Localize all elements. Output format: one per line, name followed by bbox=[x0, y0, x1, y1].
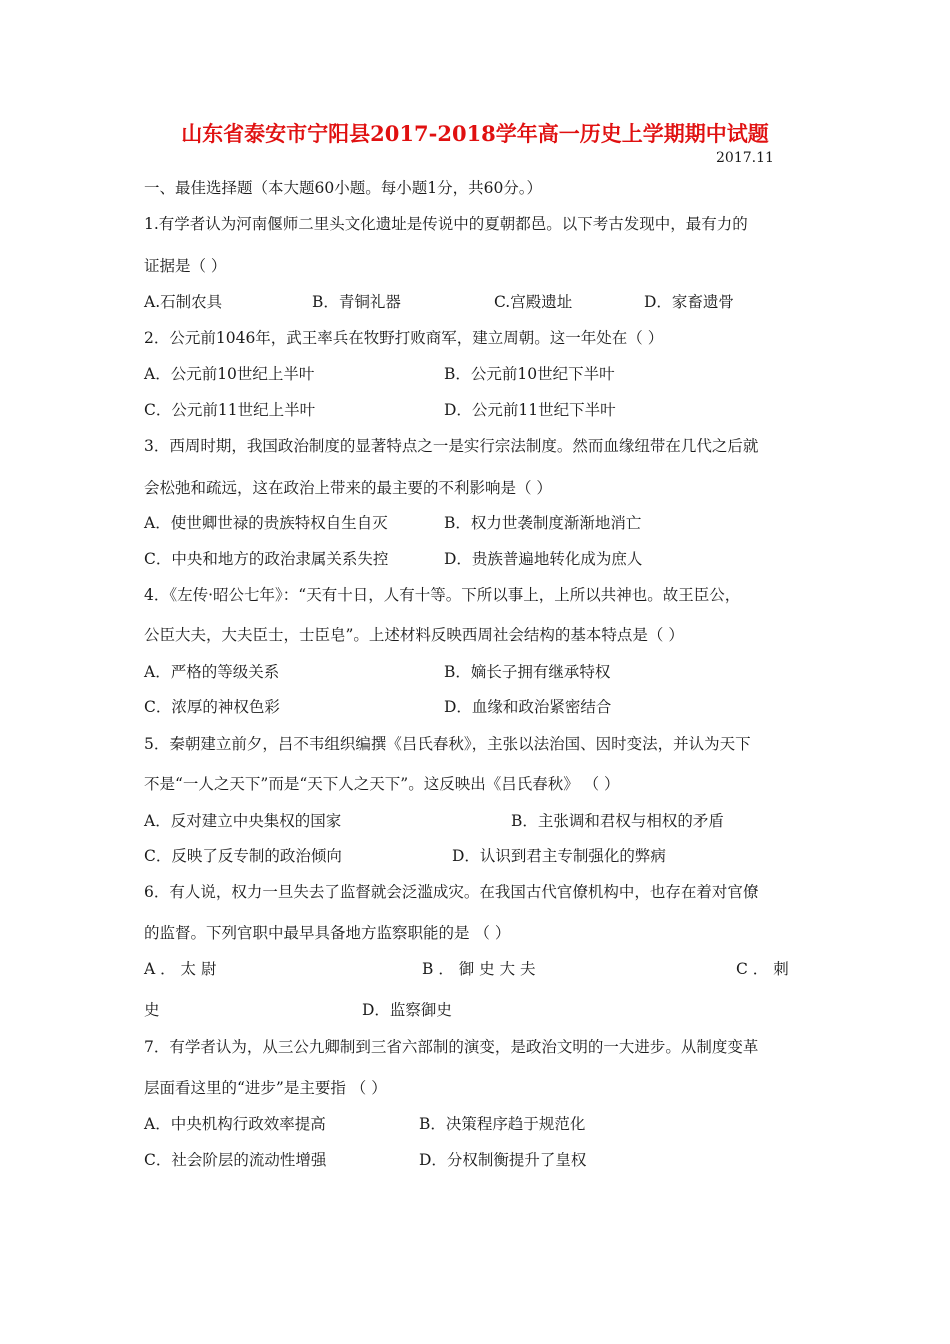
option-c: C．公元前11世纪上半叶 bbox=[144, 401, 316, 419]
question-stem-line: 层面看这里的“进步”是主要指 （ ） bbox=[144, 1079, 387, 1097]
option-d: D．分权制衡提升了皇权 bbox=[419, 1151, 587, 1169]
option-c: C．中央和地方的政治隶属关系失控 bbox=[144, 550, 389, 568]
question-stem-line: 5．秦朝建立前夕，吕不韦组织编撰《吕氏春秋》，主张以法治国、因时变法，并认为天下 bbox=[144, 735, 751, 753]
question-stem-line: 的监督。下列官职中最早具备地方监察职能的是 （ ） bbox=[144, 924, 511, 942]
document-title: 山东省泰安市宁阳县2017-2018学年高一历史上学期期中试题 bbox=[181, 121, 769, 146]
option-c: C ． 刺 bbox=[736, 960, 789, 978]
option-b: B ． 御 史 大 夫 bbox=[422, 960, 536, 978]
section-heading: 一、最佳选择题（本大题60小题。每小题1分，共60分。） bbox=[144, 179, 543, 197]
option-a: A．公元前10世纪上半叶 bbox=[144, 365, 315, 383]
option-a: A．中央机构行政效率提高 bbox=[144, 1115, 326, 1133]
option-a: A．使世卿世禄的贵族特权自生自灭 bbox=[144, 514, 388, 532]
document-date: 2017.11 bbox=[716, 150, 774, 166]
option-c: C.宫殿遗址 bbox=[494, 293, 573, 311]
option-d: D．血缘和政治紧密结合 bbox=[444, 698, 612, 716]
question-stem-line: 2．公元前1046年，武王率兵在牧野打败商军，建立周朝。这一年处在（ ） bbox=[144, 329, 664, 347]
question-stem-line: 不是“一人之天下”而是“天下人之天下”。这反映出《吕氏春秋》 （ ） bbox=[144, 775, 620, 793]
question-stem-line: 公臣大夫，大夫臣士，士臣皂”。上述材料反映西周社会结构的基本特点是（ ） bbox=[144, 626, 684, 644]
question-stem-line: 证据是（ ） bbox=[144, 257, 227, 275]
option-a: A．反对建立中央集权的国家 bbox=[144, 812, 342, 830]
option-a: A ． 太 尉 bbox=[144, 960, 217, 978]
question-stem-line: 7．有学者认为，从三公九卿制到三省六部制的演变，是政治文明的一大进步。从制度变革 bbox=[144, 1038, 759, 1056]
option-b: B．权力世袭制度渐渐地消亡 bbox=[444, 514, 642, 532]
question-stem-line: 6．有人说，权力一旦失去了监督就会泛滥成灾。在我国古代官僚机构中，也存在着对官僚 bbox=[144, 883, 759, 901]
option-c: C．浓厚的神权色彩 bbox=[144, 698, 280, 716]
option-b: B．青铜礼器 bbox=[312, 293, 401, 311]
question-stem-line: 4．《左传·昭公七年》：“天有十日，人有十等。下所以事上，上所以共神也。故王臣公， bbox=[144, 586, 741, 604]
option-a: A．严格的等级关系 bbox=[144, 663, 280, 681]
question-stem-line: 3．西周时期，我国政治制度的显著特点之一是实行宗法制度。然而血缘纽带在几代之后就 bbox=[144, 437, 759, 455]
option-d: D．家畜遗骨 bbox=[644, 293, 734, 311]
option-c: C．反映了反专制的政治倾向 bbox=[144, 847, 342, 865]
option-a: A.石制农具 bbox=[144, 293, 223, 311]
option-c-continued: 史 bbox=[144, 1001, 160, 1019]
option-d: D．贵族普遍地转化成为庶人 bbox=[444, 550, 643, 568]
option-b: B．决策程序趋于规范化 bbox=[419, 1115, 586, 1133]
option-d: D．公元前11世纪下半叶 bbox=[444, 401, 616, 419]
option-d: D．监察御史 bbox=[362, 1001, 452, 1019]
question-stem-line: 会松弛和疏远，这在政治上带来的最主要的不利影响是（ ） bbox=[144, 479, 552, 497]
option-b: B．嫡长子拥有继承特权 bbox=[444, 663, 611, 681]
question-stem-line: 1.有学者认为河南偃师二里头文化遗址是传说中的夏朝都邑。以下考古发现中，最有力的 bbox=[144, 215, 748, 233]
option-b: B．主张调和君权与相权的矛盾 bbox=[511, 812, 724, 830]
option-b: B．公元前10世纪下半叶 bbox=[444, 365, 615, 383]
option-c: C．社会阶层的流动性增强 bbox=[144, 1151, 327, 1169]
option-d: D．认识到君主专制强化的弊病 bbox=[452, 847, 666, 865]
